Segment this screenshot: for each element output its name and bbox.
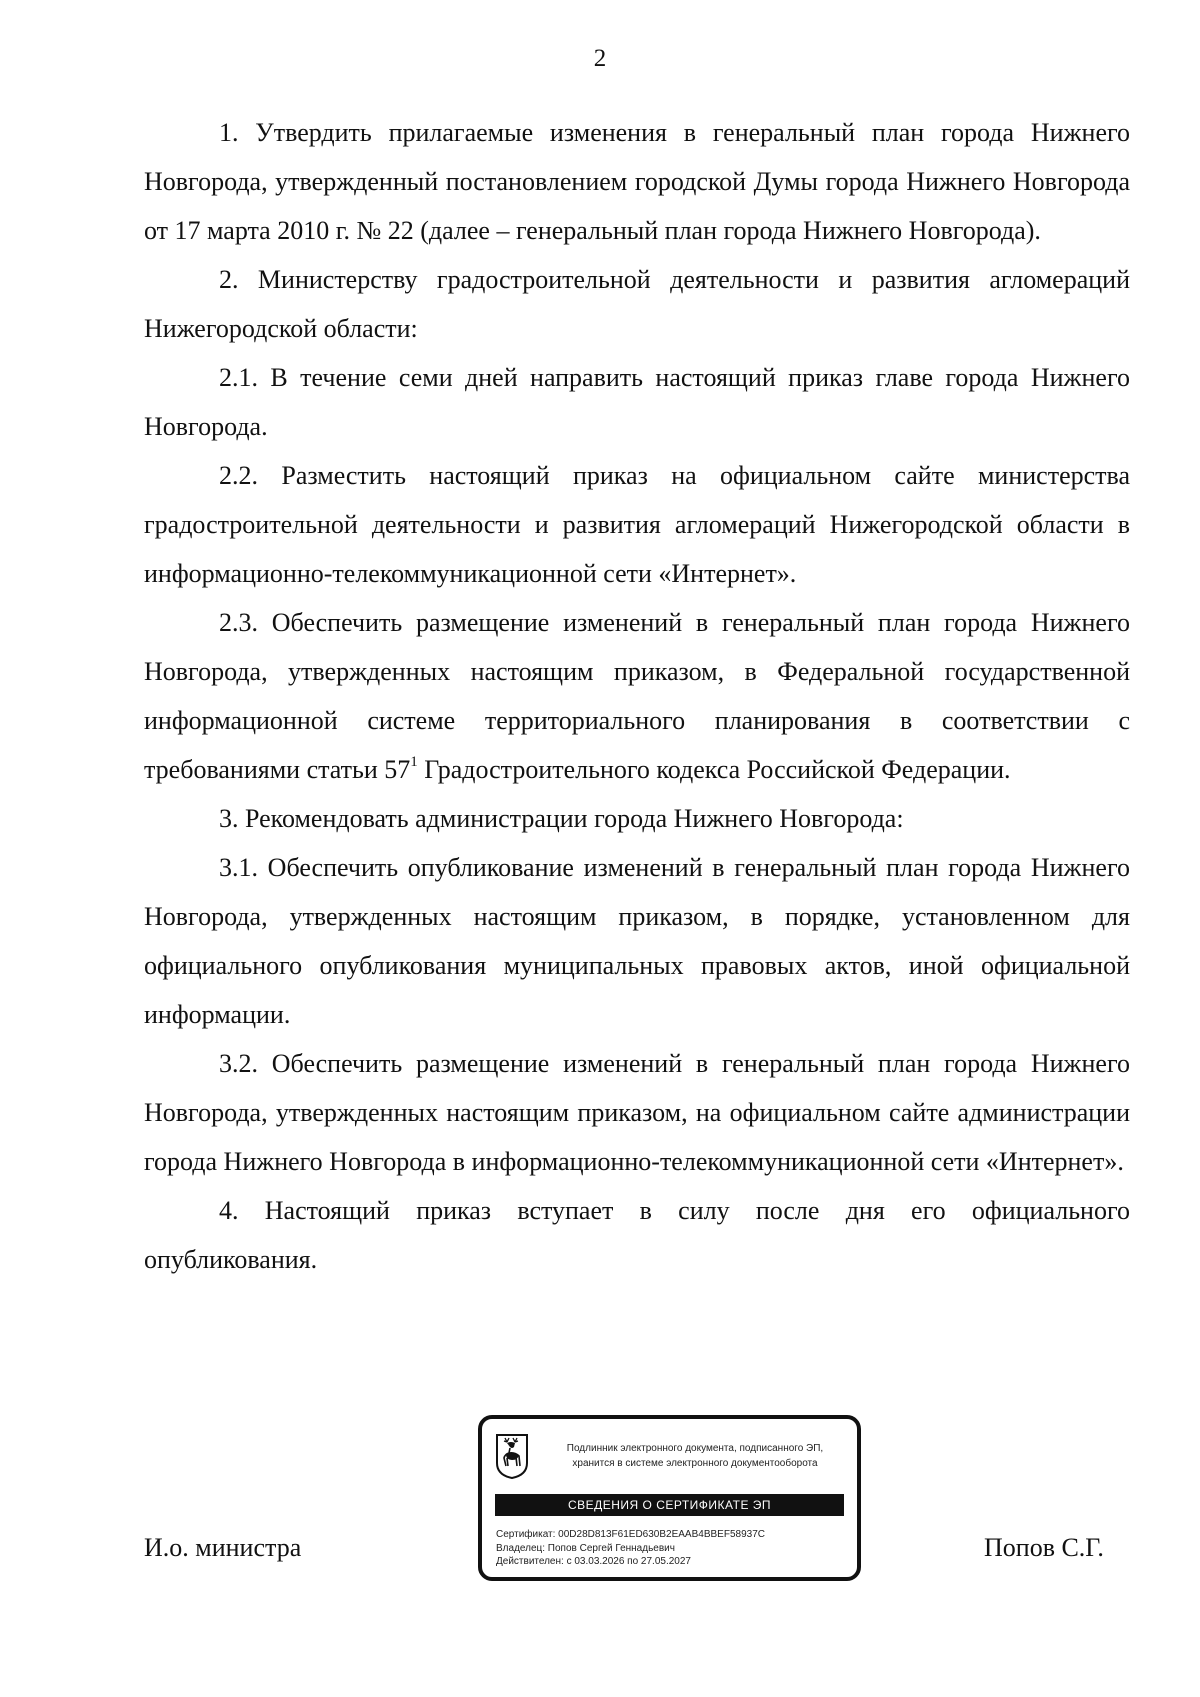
paragraph-2: 2. Министерству градостроительной деятельности и развития агломераций Нижегородской области: bbox=[144, 265, 1130, 343]
paragraph-1: 1. Утвердить прилагаемые изменения в генеральный план города Нижнего Новгорода, утвержденный постановлением городской Думы города Нижнего Новгорода от 17 марта 2010 г. № 22 (далее – генеральный план города Нижнего Новгорода). bbox=[144, 118, 1130, 245]
stamp-note-line-2: хранится в системе электронного документооборота bbox=[572, 1458, 818, 1469]
signatory-name: Попов С.Г. bbox=[984, 1533, 1104, 1562]
stamp-details bbox=[496, 1528, 765, 1569]
stamp-note-line-1: Подлинник электронного документа, подписанного ЭП, bbox=[566, 1443, 824, 1454]
page-number: 2 bbox=[593, 45, 607, 72]
stamp-header: СВЕДЕНИЯ О СЕРТИФИКАТЕ ЭП bbox=[495, 1494, 844, 1516]
paragraph-4: 4. Настоящий приказ вступает в силу после дня его официального опубликования. bbox=[144, 1196, 1130, 1274]
paragraph-2-1: 2.1. В течение семи дней направить настоящий приказ главе города Нижнего Новгорода. bbox=[144, 363, 1130, 441]
certificate-owner: Владелец: Попов Сергей Геннадьевич bbox=[496, 1542, 675, 1554]
certificate-validity: Действителен: с 03.03.2026 по 27.05.2027 bbox=[496, 1556, 691, 1567]
document-body bbox=[144, 108, 1130, 1284]
certificate-number: Сертификат: 00D28D813F61ED630B2EAAB4BBEF58937C bbox=[496, 1529, 765, 1540]
e-signature-stamp bbox=[478, 1415, 861, 1581]
paragraph-3-2: 3.2. Обеспечить размещение изменений в генеральный план города Нижнего Новгорода, утвержденных настоящим приказом, на официальном сайте администрации города Нижнего Новгорода в информационно-телекоммуникационной сети «Интернет». bbox=[144, 1049, 1130, 1176]
paragraph-2-3-text-end: Градостроительного кодекса Российской Федерации. bbox=[417, 755, 1011, 784]
paragraph-3: 3. Рекомендовать администрации города Нижнего Новгорода: bbox=[219, 804, 904, 833]
stamp-note bbox=[540, 1441, 850, 1471]
signatory-position: И.о. министра bbox=[144, 1533, 302, 1562]
deer-emblem-icon bbox=[495, 1433, 529, 1479]
paragraph-2-3 bbox=[144, 598, 1130, 794]
article-superscript: 1 bbox=[410, 754, 418, 770]
paragraph-2-3-text: 2.3. Обеспечить размещение изменений в генеральный план города Нижнего Новгорода, утвержденных настоящим приказом, в Федеральной государственной информационной системе территориального планирования в соответствии с требованиями статьи 57 bbox=[144, 608, 1130, 784]
paragraph-2-2: 2.2. Разместить настоящий приказ на официальном сайте министерства градостроительной деятельности и развития агломераций Нижегородской области в информационно-телекоммуникационной сети «Интернет». bbox=[144, 461, 1130, 588]
paragraph-3-1: 3.1. Обеспечить опубликование изменений в генеральный план города Нижнего Новгорода, утвержденных настоящим приказом, в порядке, установленном для официального опубликования муниципальных правовых актов, иной официальной информации. bbox=[144, 853, 1130, 1029]
